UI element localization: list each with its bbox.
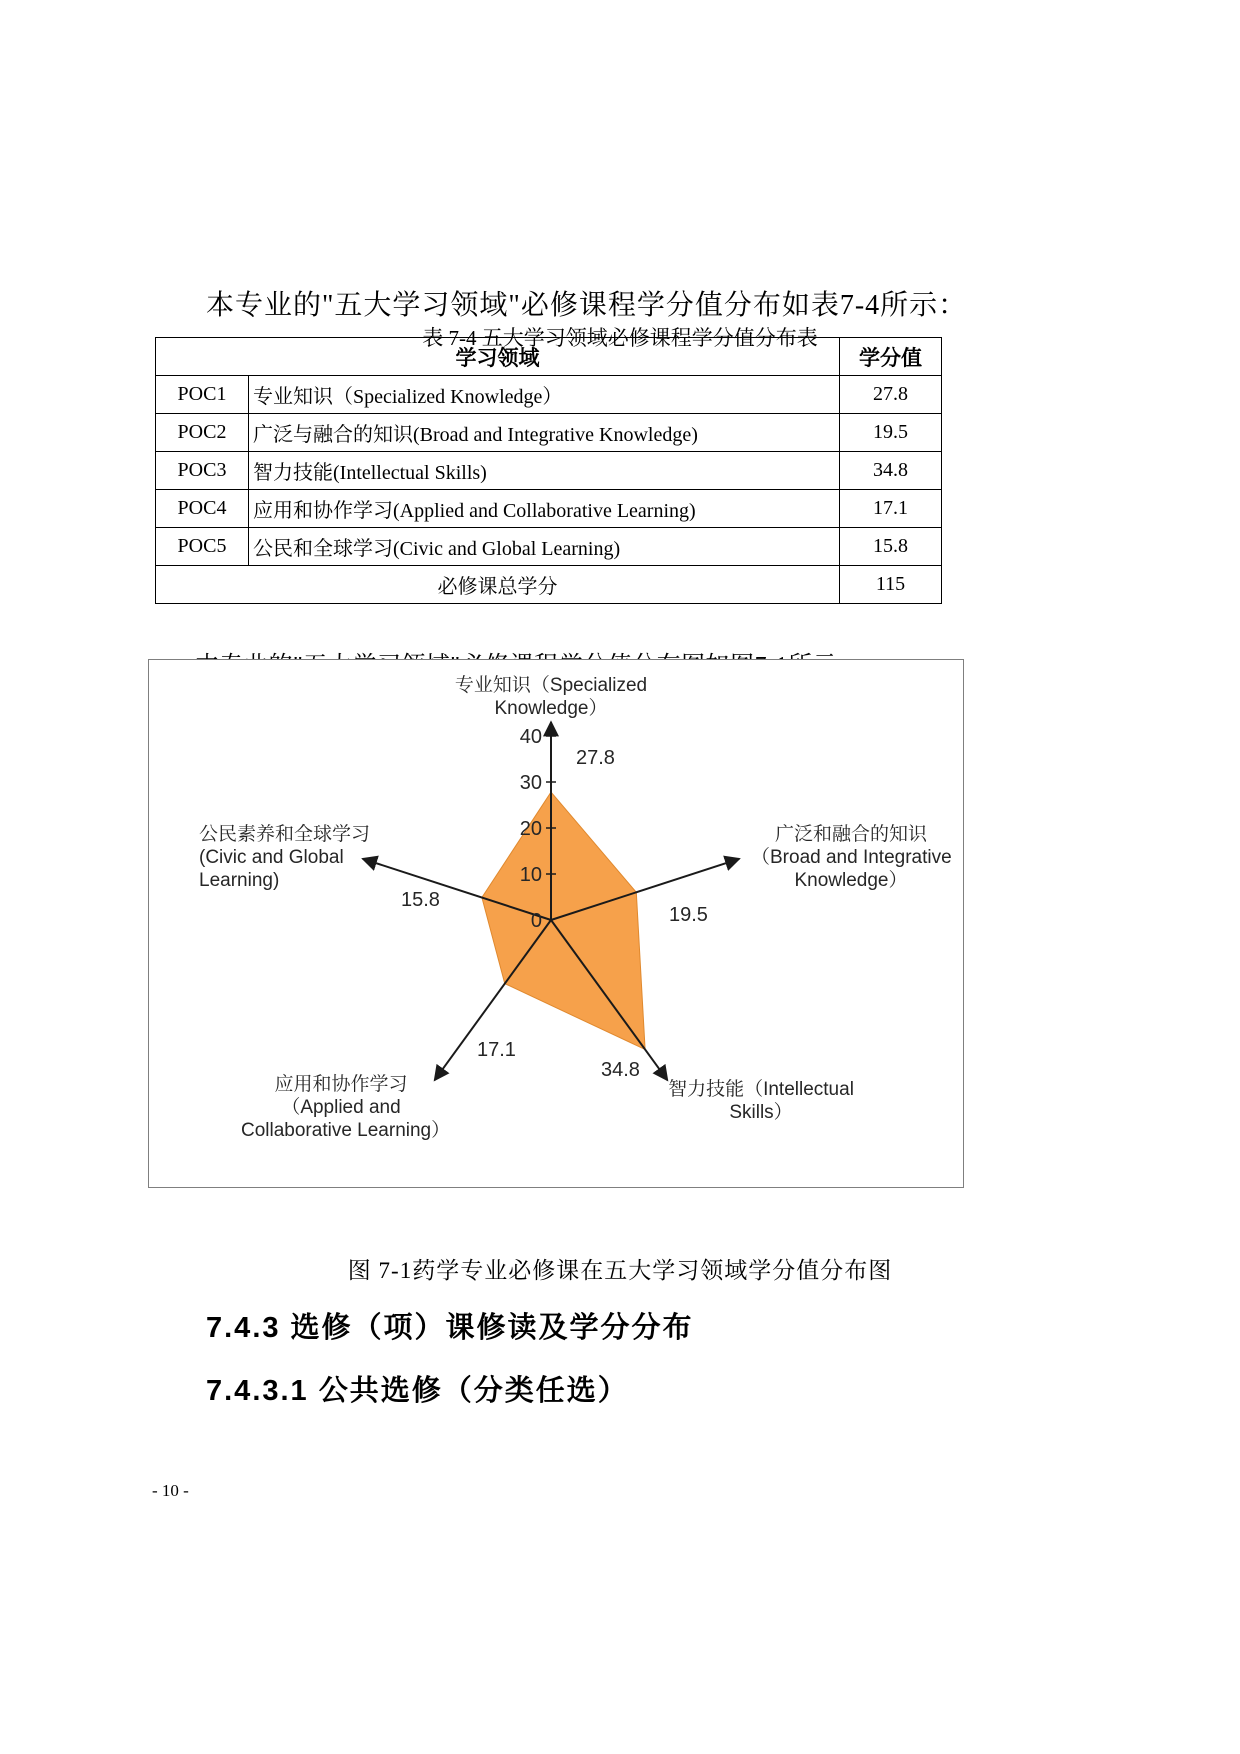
table-row	[156, 376, 942, 414]
axis-label-specialized-knowledge: 专业知识（Specialized Knowledge）	[454, 675, 648, 720]
row-code: POC1	[156, 376, 249, 414]
axis-label-broad-and-integrative-knowledge: 广泛和融合的知识 （Broad and Integrative Knowledge）	[751, 824, 952, 892]
total-label: 必修课总学分	[156, 566, 840, 604]
value-label-broad-and-integrative-knowledge: 19.5	[669, 904, 708, 926]
row-value: 27.8	[840, 376, 942, 414]
table-row	[156, 452, 942, 490]
row-name: 公民和全球学习(Civic and Global Learning)	[249, 528, 840, 566]
heading-7431: 7.4.3.1 公共选修（分类任选）	[206, 1375, 629, 1407]
value-label-specialized-knowledge: 27.8	[576, 747, 615, 769]
table-row	[156, 414, 942, 452]
axis-tick-label: 0	[530, 910, 542, 932]
row-code: POC4	[156, 490, 249, 528]
credits-table	[155, 337, 942, 604]
radar-chart-labels	[149, 660, 963, 1187]
page-number: - 10 -	[152, 1481, 189, 1500]
row-value: 19.5	[840, 414, 942, 452]
row-name: 智力技能(Intellectual Skills)	[249, 452, 840, 490]
table-header-row	[156, 338, 942, 376]
column-header-credit: 学分值	[840, 338, 942, 376]
row-code: POC2	[156, 414, 249, 452]
axis-tick-label: 20	[519, 818, 542, 840]
value-label-applied-and-collaborative-learning: 17.1	[477, 1039, 516, 1061]
axis-tick-label: 40	[519, 726, 542, 748]
paragraph-table-intro: 本专业的"五大学习领域"必修课程学分值分布如表7-4所示：	[206, 290, 968, 321]
row-value: 15.8	[840, 528, 942, 566]
axis-label-applied-and-collaborative-learning: 应用和协作学习 （Applied and Collaborative Learning）	[241, 1074, 451, 1142]
table-caption: 表 7-4 五大学习领域必修课程学分值分布表	[422, 326, 818, 350]
row-name: 应用和协作学习(Applied and Collaborative Learning)	[249, 490, 840, 528]
value-label-intellectual-skills: 34.8	[601, 1059, 640, 1081]
row-value: 17.1	[840, 490, 942, 528]
table-row	[156, 528, 942, 566]
axis-tick-label: 30	[519, 772, 542, 794]
table-row	[156, 490, 942, 528]
axis-label-civic-and-global-learning: 公民素养和全球学习 (Civic and Global Learning)	[199, 824, 371, 892]
axis-label-intellectual-skills: 智力技能（Intellectual Skills）	[668, 1079, 854, 1124]
row-code: POC5	[156, 528, 249, 566]
row-name: 专业知识（Specialized Knowledge）	[249, 376, 840, 414]
column-header-domain: 学习领域	[156, 338, 840, 376]
value-label-civic-and-global-learning: 15.8	[401, 889, 440, 911]
radar-chart-figure	[148, 659, 964, 1188]
heading-743: 7.4.3 选修（项）课修读及学分分布	[206, 1312, 694, 1345]
row-code: POC3	[156, 452, 249, 490]
figure-caption: 图 7-1药学专业必修课在五大学习领域学分值分布图	[347, 1258, 893, 1283]
table-total-row	[156, 566, 942, 604]
row-value: 34.8	[840, 452, 942, 490]
total-value: 115	[840, 566, 942, 604]
row-name: 广泛与融合的知识(Broad and Integrative Knowledge)	[249, 414, 840, 452]
axis-tick-label: 10	[519, 864, 542, 886]
